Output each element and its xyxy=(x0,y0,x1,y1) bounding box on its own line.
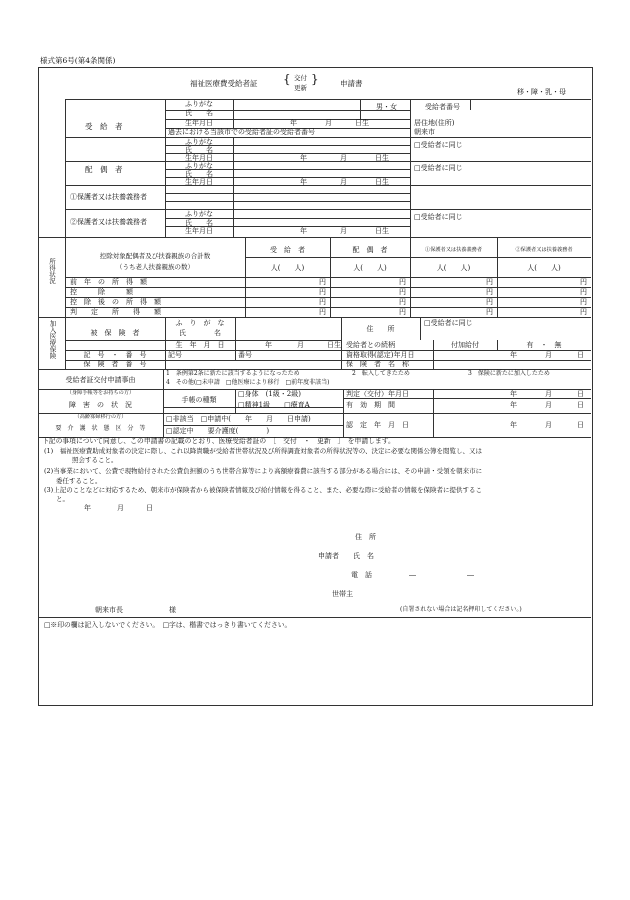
name-label: 氏 名 xyxy=(185,109,213,117)
year-unit: 年 xyxy=(290,119,297,127)
year-unit: 年 xyxy=(300,227,307,235)
year-unit: 年 xyxy=(265,341,272,349)
mayor-label: 朝来市長 xyxy=(95,606,123,614)
month-unit: 月 xyxy=(297,341,304,349)
rule xyxy=(343,389,344,437)
insured-label: 被 保 険 者 xyxy=(90,329,140,337)
disability-note: （身障手帳等をお持ちの方） xyxy=(66,390,135,396)
month-unit: 月 xyxy=(117,504,124,512)
number-label: 番号 xyxy=(238,351,252,359)
day-unit: 日生 xyxy=(375,227,389,235)
consent-item-1: (1) 福祉医療費助成対象者の決定に際し、これ以降貴職が受給者世帯状況及び所得調査対象者の所得状況等の、決定に必要な関係公簿を閲覧し、又は xyxy=(44,447,482,455)
yen-unit: 円 xyxy=(580,278,587,286)
day-unit: 日 xyxy=(577,351,584,359)
disability-label: 障 害 の 状 況 xyxy=(69,401,132,409)
dob-label: 生年月日 xyxy=(185,227,213,235)
day-unit: 日 xyxy=(577,390,584,398)
furigana-label: ふりがな xyxy=(185,162,213,170)
insured-address-label: 住 所 xyxy=(366,325,395,333)
care-option-2[interactable]: □認定中 要介護度( ) xyxy=(166,427,270,435)
rule xyxy=(65,99,591,100)
applicant-address-label: 住 所 xyxy=(355,533,376,541)
day-unit: 日生 xyxy=(375,178,389,186)
yen-unit: 円 xyxy=(319,278,326,286)
rule xyxy=(420,317,421,340)
care-note: （高齢寡婦移行の方） xyxy=(74,414,127,420)
dob-label: 生年月日 xyxy=(185,119,213,127)
rule xyxy=(65,99,66,237)
income-row-label: 控 除 額 xyxy=(70,288,133,296)
sex-options[interactable]: 男・女 xyxy=(376,103,397,111)
furigana-label: ふりがな xyxy=(185,138,213,146)
name-label: 氏 名 xyxy=(185,219,213,227)
year-unit: 年 xyxy=(300,154,307,162)
name-label: 氏 名 xyxy=(179,329,221,337)
applicant-name-label: 申請者 氏 名 xyxy=(318,552,374,560)
judge-date-label: 判定（交付）年月日 xyxy=(346,390,409,398)
rule xyxy=(233,99,234,128)
rule xyxy=(38,617,591,618)
furigana-label: ふりがな xyxy=(185,210,213,218)
footer-note: □※印の欄は記入しないでください。 □字は、楷書ではっきり書いてください。 xyxy=(44,621,292,629)
valid-period-label: 有 効 期 間 xyxy=(346,401,395,409)
rule xyxy=(343,398,591,399)
furigana-label: ふりがな xyxy=(185,100,213,108)
consent-item-1-cont: 照会すること。 xyxy=(72,456,118,464)
consent-item-3: (3)上記のことなどに対応するため、朝来市が保険者から被保険者情報及び給付情報を得ること、また、必要な際に受給者の情報を保険者に提供するこ xyxy=(44,486,482,494)
rule xyxy=(433,389,434,437)
title-option-renew: 更新 xyxy=(294,84,307,92)
title-suffix: 申請書 xyxy=(340,79,363,88)
symbol-label: 記号 xyxy=(168,351,182,359)
rule xyxy=(165,193,410,194)
consent-intro: 下記の事項について同意し、この申請書の記載のとおり、医療受給者証の ［ 交付 ・ 更新 ］ を申請します。 xyxy=(42,437,395,445)
rule xyxy=(470,99,471,110)
autograph-note: (自署されない場合は記名押印してください。) xyxy=(400,606,522,613)
consent-item-3-cont: と。 xyxy=(56,495,69,503)
year-unit: 年 xyxy=(300,178,307,186)
recipient-number-label: 受給者番号 xyxy=(425,103,460,111)
extra-benefit-options[interactable]: 有 ・ 無 xyxy=(526,341,562,349)
rule xyxy=(165,201,410,202)
relation-label: 受給者との続柄 xyxy=(346,341,395,349)
rule xyxy=(410,99,411,237)
past-cert-label: 過去における当該市での受給者証の受給者番号 xyxy=(168,128,315,136)
handbook-type-mental[interactable]: □精神1級 □療育A xyxy=(238,401,310,409)
dependents-label-2: （うち老人扶養親族の数） xyxy=(116,263,194,271)
month-unit: 月 xyxy=(340,178,347,186)
recipient-heading: 受 給 者 xyxy=(85,122,123,131)
reason-option-4[interactable]: 4 その他(□未申請 □他医療により移行 □前年度非該当) xyxy=(166,379,330,386)
yen-unit: 円 xyxy=(486,288,493,296)
insured-same-checkbox[interactable]: □受給者に同じ xyxy=(424,319,473,327)
phone-label: 電 話 xyxy=(351,571,372,579)
rule xyxy=(245,257,591,258)
rule xyxy=(235,317,236,360)
month-unit: 月 xyxy=(545,421,552,429)
persons-recipient[interactable]: 人( 人) xyxy=(270,264,305,272)
extra-benefit-label: 付加給付 xyxy=(451,341,479,349)
guardian1-heading: ①保護者又は扶養義務者 xyxy=(70,193,147,201)
consent-item-2: (2)当事業において、公費で現物給付された公費負担額のうち世帯合算等により高額療養費に該当する部分がある場合には、その申請・受領を朝来市に xyxy=(44,467,483,475)
rule xyxy=(65,161,591,162)
yen-unit: 円 xyxy=(580,298,587,306)
yen-unit: 円 xyxy=(486,308,493,316)
yen-unit: 円 xyxy=(486,298,493,306)
persons-guardian1[interactable]: 人( 人) xyxy=(436,264,471,272)
insurance-side-label: 加入医療保険 xyxy=(48,320,57,359)
year-unit: 年 xyxy=(510,390,517,398)
yen-unit: 円 xyxy=(580,288,587,296)
honorific: 様 xyxy=(169,606,176,614)
month-unit: 月 xyxy=(545,401,552,409)
care-label: 要 介 護 状 態 区 分 等 xyxy=(55,425,146,432)
care-cert-date-label: 認 定 年 月 日 xyxy=(346,421,409,429)
year-unit: 年 xyxy=(510,351,517,359)
col-spouse: 配 偶 者 xyxy=(352,246,388,254)
income-row-label: 控 除 後 の 所 得 額 xyxy=(70,298,161,306)
handbook-type-label: 手帳の種類 xyxy=(181,396,217,404)
day-unit: 日生 xyxy=(375,154,389,162)
col-recipient: 受 給 者 xyxy=(270,246,305,254)
spouse-heading: 配 偶 者 xyxy=(85,165,123,174)
recipient-number-field[interactable] xyxy=(475,101,587,110)
consent-item-2-cont: 委任すること。 xyxy=(56,477,102,485)
rule xyxy=(38,237,591,238)
category-options: 移・障・乳・母 xyxy=(517,88,566,96)
furigana-label: ふ り が な xyxy=(175,319,225,327)
name-label: 氏 名 xyxy=(185,170,213,178)
bracket-right: } xyxy=(311,72,319,86)
day-unit: 日 xyxy=(146,504,153,512)
care-option-1[interactable]: □非該当 □申請中( 年 月 日申請) xyxy=(166,415,311,423)
yen-unit: 円 xyxy=(399,278,406,286)
reason-option-2[interactable]: 2 転入してきたため xyxy=(352,370,410,377)
income-row-label: 前 年 の 所 得 額 xyxy=(70,278,147,286)
yen-unit: 円 xyxy=(319,308,326,316)
rule xyxy=(38,317,591,318)
year-unit: 年 xyxy=(510,421,517,429)
form-title: 福祉医療費受給者証 xyxy=(190,79,258,88)
persons-guardian2[interactable]: 人( 人) xyxy=(527,264,561,272)
yen-unit: 円 xyxy=(399,308,406,316)
year-unit: 年 xyxy=(510,401,517,409)
yen-unit: 円 xyxy=(319,298,326,306)
recipient-name-field[interactable] xyxy=(237,104,359,116)
spouse-same-checkbox[interactable]: □受給者に同じ xyxy=(414,141,463,149)
day-unit: 日 xyxy=(577,401,584,409)
day-unit: 日 xyxy=(577,421,584,429)
income-side-label: 所得状況 xyxy=(48,258,56,284)
rule xyxy=(360,99,361,119)
dob-label: 生年月日 xyxy=(185,154,213,162)
guardian1-same-checkbox[interactable]: □受給者に同じ xyxy=(414,164,463,172)
reason-option-3[interactable]: 3 保険に新たに加入したため xyxy=(468,370,550,377)
yen-unit: 円 xyxy=(580,308,587,316)
col-guardian1: ①保護者又は扶養義務者 xyxy=(424,247,483,253)
rule xyxy=(65,237,66,317)
rule xyxy=(65,287,591,288)
yen-unit: 円 xyxy=(486,278,493,286)
day-unit: 日生 xyxy=(327,341,341,349)
dependents-label-1: 控除対象配偶者及び扶養親族の合計数 xyxy=(99,252,211,260)
col-guardian2: ②保護者又は扶養義務者 xyxy=(515,247,573,253)
symbol-number-label: 記 号 ・ 番 号 xyxy=(83,351,147,359)
rule xyxy=(65,137,591,138)
rule xyxy=(163,425,343,426)
form-number: 様式第6号(第4条関係) xyxy=(40,56,116,65)
rule xyxy=(65,185,591,186)
month-unit: 月 xyxy=(340,227,347,235)
bracket-left: { xyxy=(283,72,291,86)
address-label: 居住地(住所) xyxy=(414,119,455,127)
month-unit: 月 xyxy=(340,154,347,162)
dob-label: 生年月日 xyxy=(185,178,213,186)
year-unit: 年 xyxy=(84,504,91,512)
month-unit: 月 xyxy=(545,351,552,359)
income-row-label: 判 定 所 得 額 xyxy=(70,308,161,316)
acquired-label: 資格取得(認定)年月日 xyxy=(346,351,415,359)
guardian2-same-checkbox[interactable]: □受給者に同じ xyxy=(414,213,463,221)
city-label: 朝来市 xyxy=(414,128,435,136)
title-option-issue: 交付 xyxy=(294,74,307,82)
month-unit: 月 xyxy=(545,390,552,398)
rule xyxy=(65,209,591,210)
yen-unit: 円 xyxy=(399,298,406,306)
yen-unit: 円 xyxy=(319,288,326,296)
dob-label: 生 年 月 日 xyxy=(175,341,225,349)
guardian2-heading: ②保護者又は扶養義務者 xyxy=(70,218,147,226)
rule xyxy=(341,317,342,369)
rule xyxy=(235,389,236,413)
persons-spouse[interactable]: 人( 人) xyxy=(353,264,387,272)
yen-unit: 円 xyxy=(399,288,406,296)
name-label: 氏 名 xyxy=(185,146,213,154)
phone-separator: ― xyxy=(409,571,416,579)
rule xyxy=(233,137,234,237)
reason-label: 受給者証交付申請事由 xyxy=(65,376,136,384)
day-unit: 日生 xyxy=(355,119,369,127)
phone-separator: ― xyxy=(467,571,474,579)
insurer-number-label: 保 険 者 番 号 xyxy=(83,360,147,368)
month-unit: 月 xyxy=(325,119,332,127)
reason-option-1[interactable]: 1 条例第2条に新たに該当するようになったため xyxy=(166,370,300,377)
household-head-label: 世帯主 xyxy=(332,590,353,598)
handbook-type-physical[interactable]: □身体 (1級・2級) xyxy=(238,390,301,398)
insurer-name-label: 保 険 者 名 称 xyxy=(346,360,409,368)
